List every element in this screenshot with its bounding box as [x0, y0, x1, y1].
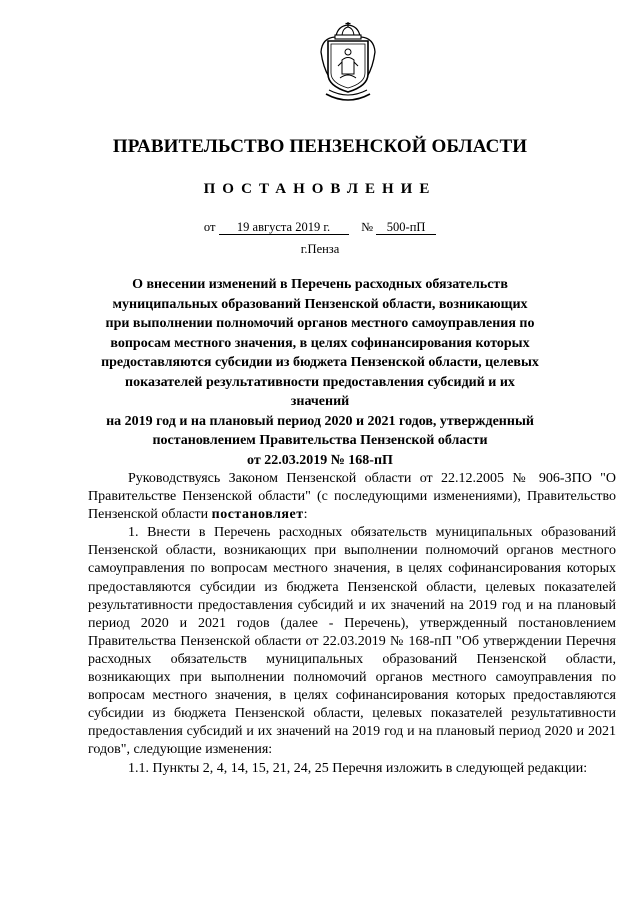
title-line: постановлением Правительства Пензенской области [152, 433, 488, 448]
document-title [100, 275, 540, 470]
preamble-text: Руководствуясь Законом Пензенской области от 22.12.2005 № 906-ЗПО "О Правительстве Пензенской области" (с последующими изменениями), Правительство Пензенской области [88, 471, 616, 523]
document-body [88, 470, 616, 778]
resolves-word: постановляет [211, 507, 304, 523]
date-prefix: от [203, 220, 216, 234]
government-name: ПРАВИТЕЛЬСТВО ПЕНЗЕНСКОЙ ОБЛАСТИ [112, 136, 528, 157]
title-line: на 2019 год и на плановый период 2020 и 2021 годов, утвержденный [106, 413, 534, 429]
document-number: 500-пП [376, 221, 436, 235]
title-line: от 22.03.2019 № 168-пП [247, 452, 393, 468]
paragraph-preamble [88, 470, 616, 524]
title-line: показателей результативности предоставления субсидий и их значений [125, 374, 515, 409]
date-number-line [0, 220, 640, 235]
number-prefix: № [361, 220, 373, 234]
document-type: ПОСТАНОВЛЕНИЕ [203, 181, 437, 197]
paragraph-item-1-1: 1.1. Пункты 2, 4, 14, 15, 21, 24, 25 Перечня изложить в следующей редакции: [128, 760, 588, 776]
title-line: муниципальных образований Пензенской области, возникающих [112, 296, 528, 312]
document-place: г.Пенза [300, 242, 340, 256]
title-line: при выполнении полномочий органов местного самоуправления по [105, 316, 535, 331]
coat-of-arms-icon [318, 22, 378, 104]
paragraph-item-1: 1. Внести в Перечень расходных обязательств муниципальных образований Пензенской области, возникающих при выполнении полномочий органов местного самоуправления по вопросам местного значения, в целях софинансирования которых предоставляются субсидии из бюджета Пензенской области, целевых показателей результативности предоставления субсидий и их значений на 2019 год и на плановый период 2020 и 2021 годов (далее - Перечень), утвержденный постановлением Правительства Пензенской области от 22.03.2019 № 168-пП "Об утверждении Перечня расходных обязательств муниципальных образований Пензенской области, возникающих при выполнении полномочий органов местного самоуправления по вопросам местного значения, в целях софинансирования которых предоставляются субсидии из бюджета Пензенской области, целевых показателей результативности предоставления субсидий и их значений на 2019 год и на плановый период 2020 и 2021 годов", следующие изменения: [88, 525, 616, 758]
document-date: 19 августа 2019 г. [219, 221, 349, 235]
preamble-end: : [303, 507, 308, 523]
title-line: вопросам местного значения, в целях софинансирования которых [110, 335, 530, 351]
title-line: О внесении изменений в Перечень расходных обязательств [132, 277, 508, 292]
title-line: предоставляются субсидии из бюджета Пензенской области, целевых [101, 355, 539, 370]
